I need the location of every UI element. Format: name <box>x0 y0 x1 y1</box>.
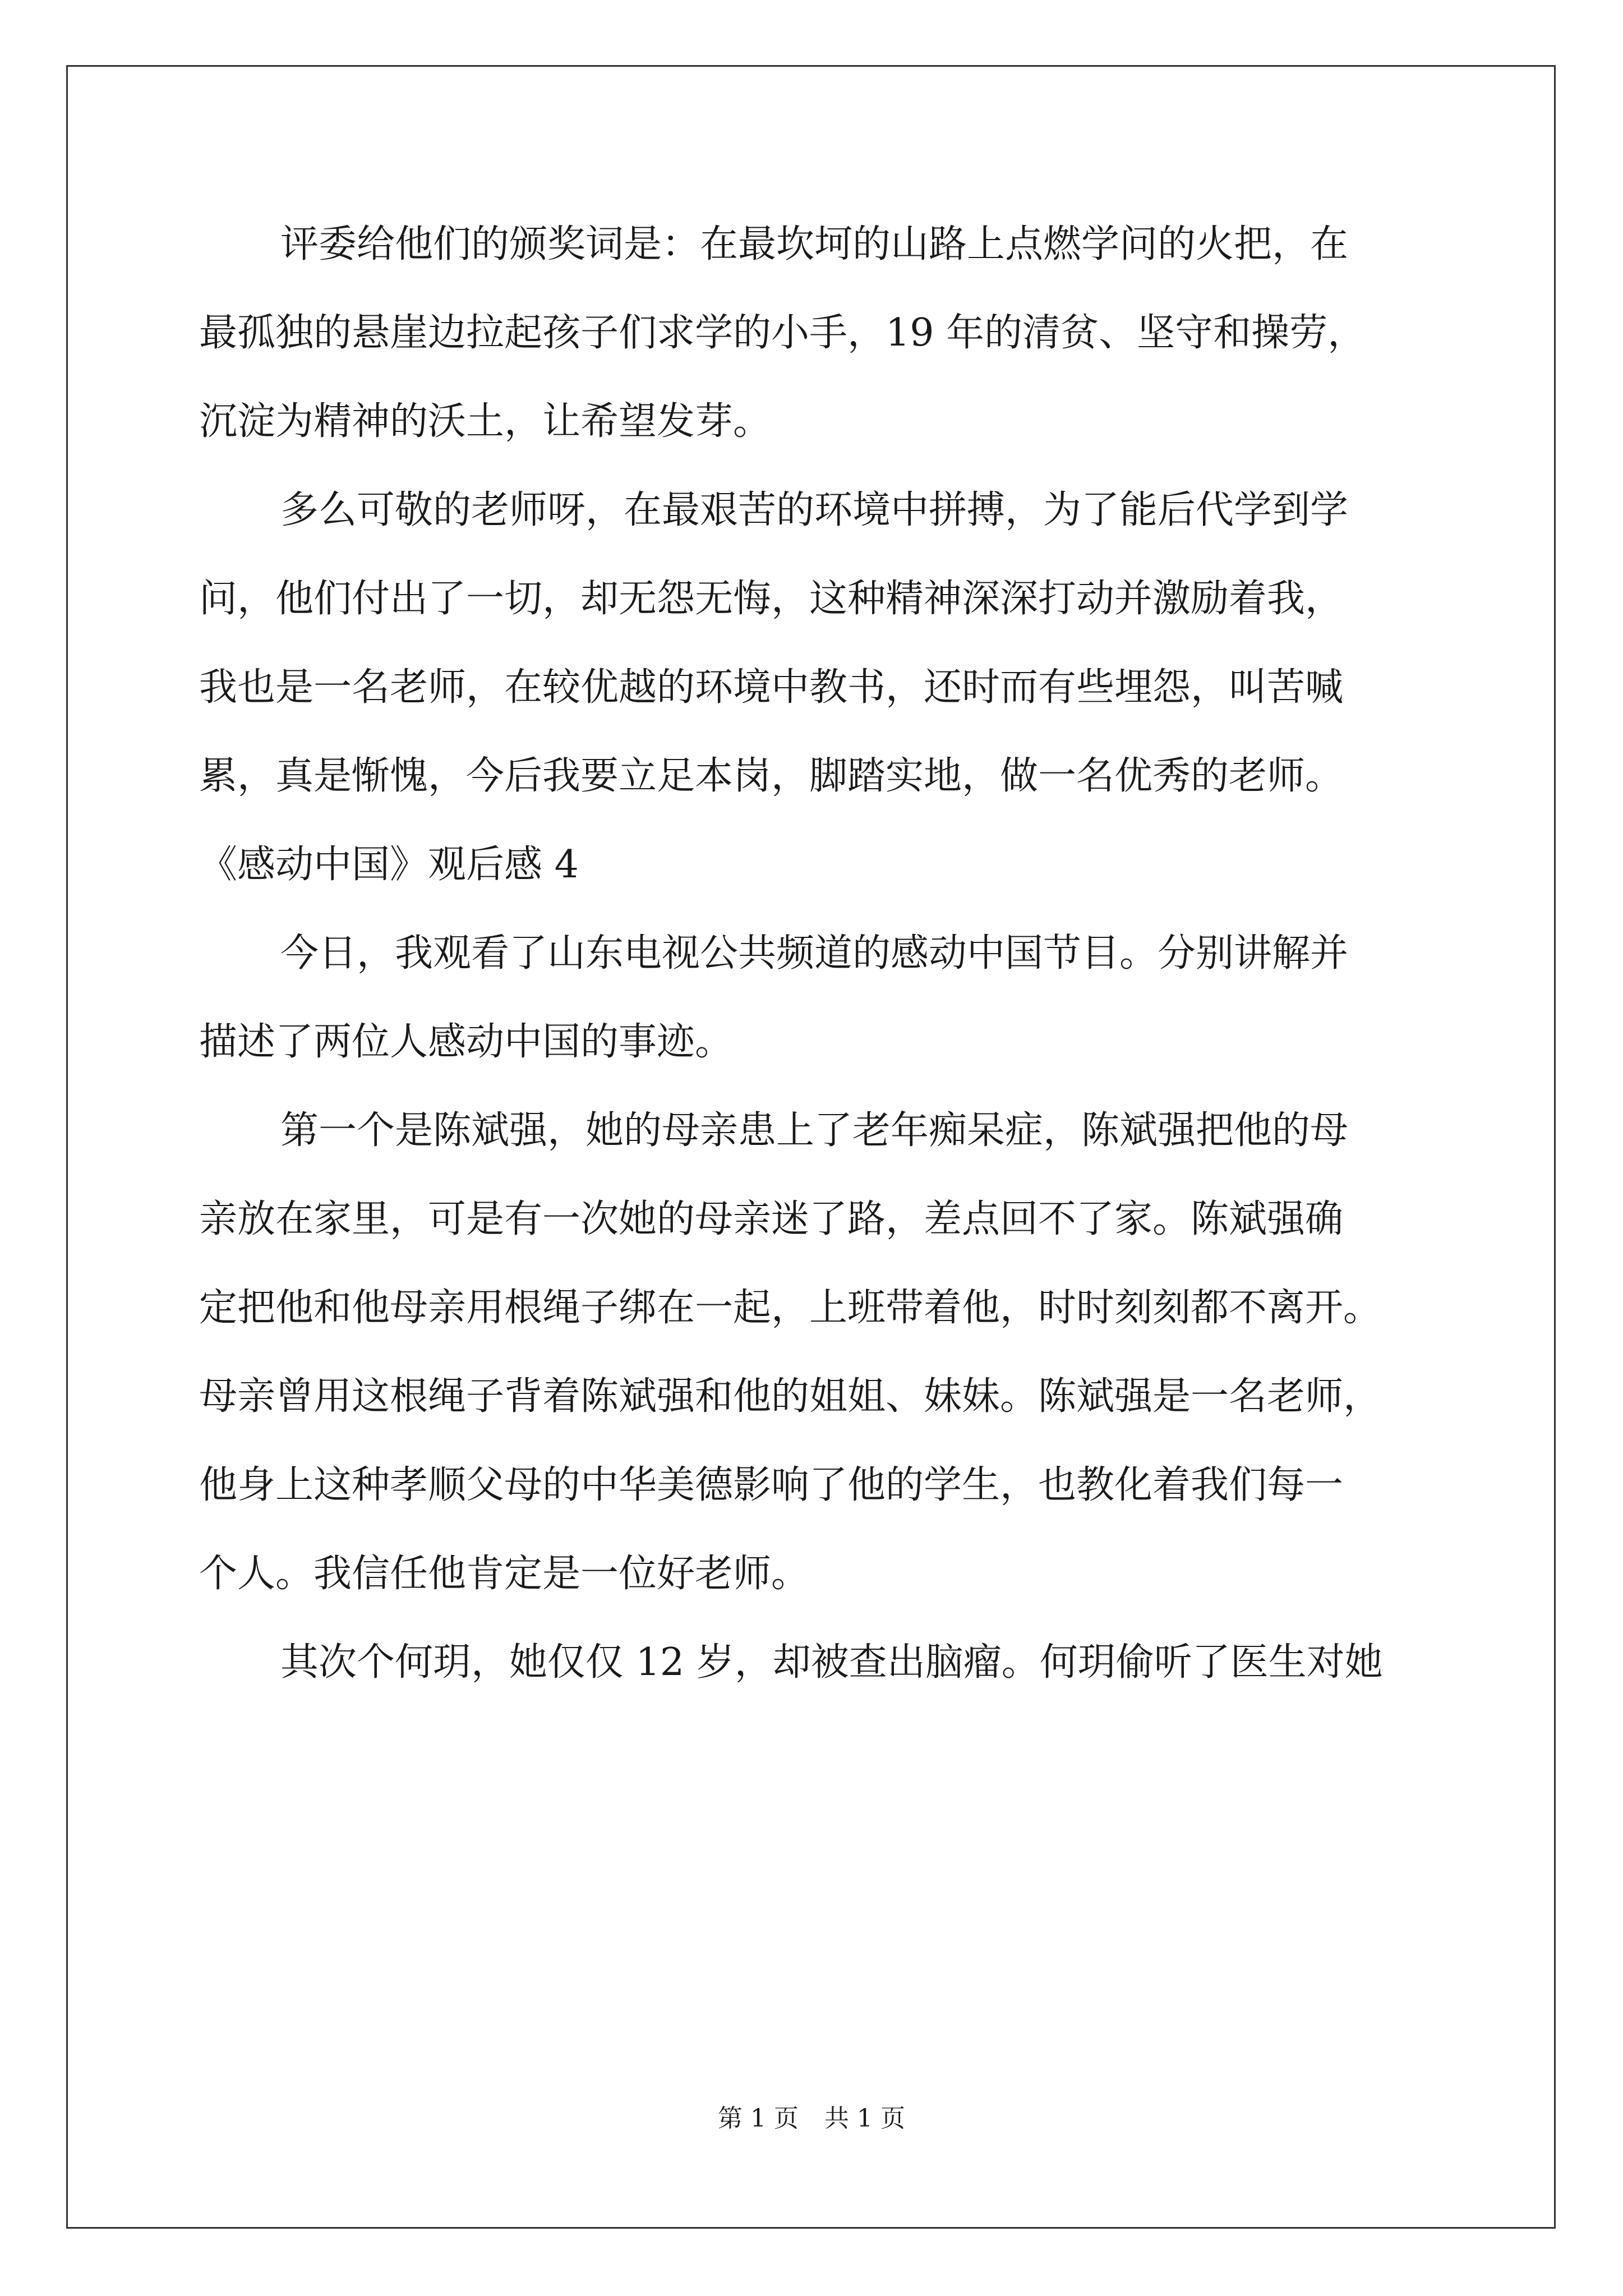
text-line: 沉淀为精神的沃土，让希望发芽。 <box>199 399 772 444</box>
text-line: 亲放在家里，可是有一次她的母亲迷了路，差点回不了家。陈斌强确 <box>199 1197 1344 1241</box>
text-line: 问，他们付出了一切，却无怨无悔，这种精神深深打动并激励着我， <box>199 577 1344 621</box>
text-line: 我也是一名老师，在较优越的环境中教书，还时而有些埋怨，叫苦喊 <box>199 665 1344 710</box>
text-line: 多么可敬的老师呀，在最艰苦的环境中拼搏，为了能后代学到学 <box>280 488 1349 532</box>
text-line: 累，真是惭愧，今后我要立足本岗，脚踏实地，做一名优秀的老师。 <box>199 754 1344 798</box>
page-total: 共 1 页 <box>824 2104 905 2133</box>
text-line: 其次个何玥，她仅仅 12 岁，却被查出脑瘤。何玥偷听了医生对她 <box>280 1640 1383 1685</box>
text-line: 定把他和他母亲用根绳子绑在一起，上班带着他，时时刻刻都不离开。 <box>199 1286 1382 1330</box>
text-line: 第一个是陈斌强，她的母亲患上了老年痴呆症，陈斌强把他的母 <box>280 1108 1349 1153</box>
text-line: 最孤独的悬崖边拉起孩子们求学的小手，19 年的清贫、坚守和操劳， <box>199 311 1366 355</box>
text-line: 他身上这种孝顺父母的中华美德影响了他的学生，也教化着我们每一 <box>199 1463 1344 1507</box>
text-line: 评委给他们的颁奖词是：在最坎坷的山路上点燃学问的火把，在 <box>280 222 1349 266</box>
text-line: 今日，我观看了山东电视公共频道的感动中国节目。分别讲解并 <box>280 931 1349 976</box>
page-number: 第 1 页 <box>718 2104 799 2133</box>
text-line: 描述了两位人感动中国的事迹。 <box>199 1020 734 1064</box>
text-line: 个人。我信任他肯定是一位好老师。 <box>199 1552 810 1596</box>
section-heading: 《感动中国》观后感 4 <box>199 843 579 887</box>
page-footer <box>0 2098 1623 2134</box>
text-line: 母亲曾用这根绳子背着陈斌强和他的姐姐、妹妹。陈斌强是一名老师， <box>199 1374 1382 1419</box>
